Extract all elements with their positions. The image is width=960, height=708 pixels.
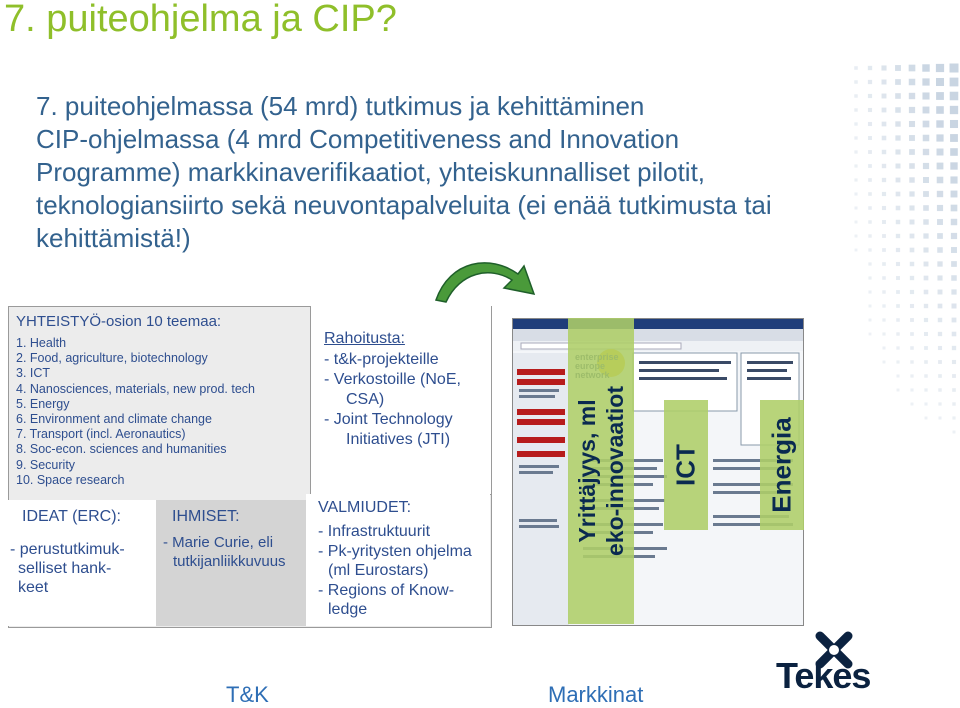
theme-item: 5. Energy (16, 396, 70, 411)
tk-label: T&K (226, 682, 269, 707)
valmiudet-item: - Regions of Know-ledge (318, 581, 455, 618)
theme-item: 1. Health (16, 336, 67, 350)
rahoitusta-item: - Verkostoille (NoE, CSA) (324, 371, 461, 408)
valmiudet-item: - Pk-yritysten ohjelma (ml Eurostars) (318, 542, 472, 579)
valmiudet-title: VALMIUDET: (318, 499, 412, 516)
yhteistyo-title: YHTEISTYÖ-osion 10 teemaa: (16, 313, 222, 330)
intro-line: kehittämistä!) (36, 223, 191, 253)
theme-list (16, 336, 255, 488)
rahoitusta-item: - Joint Technology Initiatives (JTI) (324, 411, 453, 448)
dot-pattern-decoration (820, 60, 960, 460)
ideat-line: keet (18, 579, 49, 596)
ihmiset-text (163, 533, 305, 571)
valmiudet-item: - Infrastruktuurit (318, 523, 431, 540)
theme-item: 2. Food, agriculture, biotechnology (16, 351, 208, 366)
theme-item: 6. Environment and climate change (16, 412, 212, 427)
theme-item: 4. Nanosciences, materials, new prod. tech (16, 381, 256, 396)
theme-item: 3. ICT (16, 366, 51, 381)
ict-band (664, 400, 708, 530)
ideat-text (10, 540, 150, 597)
ict-label: ICT (670, 444, 701, 486)
energia-label: Energia (766, 417, 797, 513)
valmiudet-list (318, 522, 490, 620)
intro-line: CIP-ohjelmassa (4 mrd Competitiveness and Innovation (36, 124, 680, 154)
intro-text (36, 90, 826, 255)
yrittajyys-band (568, 318, 634, 624)
ihmiset-title: IHMISET: (172, 508, 240, 525)
yrittajyys-label (573, 386, 629, 556)
rahoitusta-item: - t&k-projekteille (324, 351, 439, 368)
rahoitusta-list (324, 350, 492, 450)
theme-item: 8. Soc-econ. sciences and humanities (16, 442, 227, 457)
theme-item: 9. Security (16, 457, 76, 472)
energia-band (760, 400, 804, 530)
ideat-line: selliset hank- (18, 560, 112, 577)
intro-line: 7. puiteohjelmassa (54 mrd) tutkimus ja kehittäminen (36, 91, 645, 121)
ihmiset-line: - Marie Curie, eli (163, 534, 274, 551)
yrittajyys-line: eko-innovaatiot (602, 386, 628, 556)
tekes-logo-text: Tekes (776, 655, 871, 696)
theme-item: 7. Transport (incl. Aeronautics) (16, 427, 186, 442)
rahoitusta-title: Rahoitusta: (324, 330, 405, 347)
yrittajyys-line: Yrittäjyys, ml (574, 399, 600, 543)
intro-line: teknologiansiirto sekä neuvontapalveluita (ei enää tutkimusta tai (36, 190, 772, 220)
intro-line: Programme) markkinaverifikaatiot, yhteiskunnalliset pilotit, (36, 157, 706, 187)
ideat-line: - perustutkimuk- (10, 541, 125, 558)
ihmiset-line: tutkijanliikkuvuus (173, 553, 286, 570)
markkinat-label: Markkinat (548, 682, 644, 707)
curved-arrow-icon (430, 250, 540, 308)
page-title: 7. puiteohjelma ja CIP? (4, 0, 397, 40)
theme-item: 10. Space research (16, 472, 125, 487)
ideat-title: IDEAT (ERC): (22, 508, 121, 525)
